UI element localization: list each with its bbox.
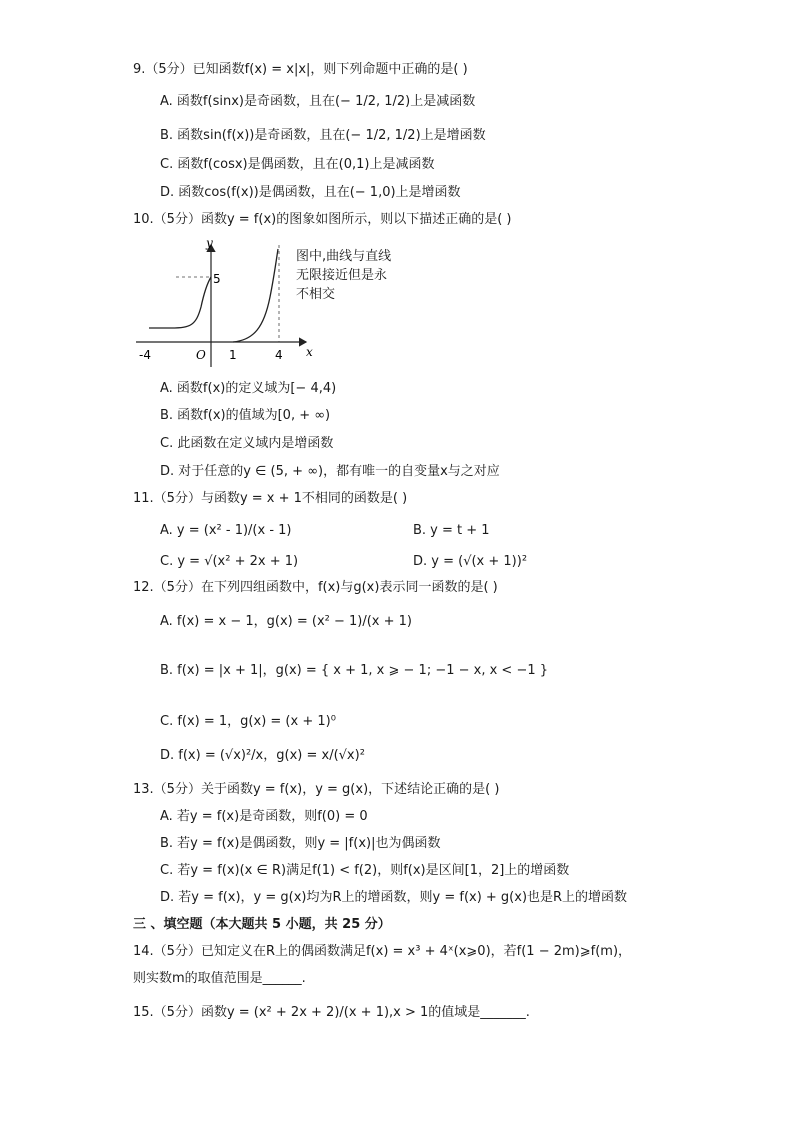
section-heading: 三 、填空题（本大题共 5 小题，共 25 分）: [133, 917, 391, 932]
q13-option-c: C. 若y = f(x)(x ∈ R)满足f(1) < f(2)，则f(x)是区间[1，2]上的增函数: [160, 863, 570, 878]
graph-note-line-3: 不相交: [296, 287, 336, 302]
right-curve: [233, 249, 278, 342]
q11-option-d: D. y = (√(x + 1))²: [413, 554, 528, 569]
q10-option-c: C. 此函数在定义域内是增函数: [160, 436, 334, 451]
q11-stem: 11.（5分）与函数y = x + 1不相同的函数是( ): [133, 491, 408, 506]
q9-option-c: C. 函数f(cosx)是偶函数，且在(0,1)上是减函数: [160, 157, 435, 172]
q10-option-a: A. 函数f(x)的定义域为[− 4,4): [160, 381, 337, 396]
q12-option-d: D. f(x) = (√x)²/x，g(x) = x/(√x)²: [160, 748, 365, 763]
q10-function-graph: [136, 237, 426, 372]
q11-option-a: A. y = (x² - 1)/(x - 1): [160, 523, 292, 538]
q10-stem: 10.（5分）函数y = f(x)的图象如图所示，则以下描述正确的是( ): [133, 212, 512, 227]
x-tick-neg4: -4: [139, 348, 151, 362]
x-axis-label: x: [306, 345, 313, 359]
y-axis-label: y: [206, 237, 213, 250]
q11-option-c: C. y = √(x² + 2x + 1): [160, 554, 299, 569]
origin-label: O: [196, 348, 206, 362]
q12-option-b: B. f(x) = |x + 1|，g(x) = { x + 1, x ⩾ − 1; −1 − x, x < −1 }: [160, 663, 549, 678]
left-curve: [149, 277, 211, 328]
q9-stem: 9.（5分）已知函数f(x) = x|x|，则下列命题中正确的是( ): [133, 62, 468, 77]
q13-option-d: D. 若y = f(x)，y = g(x)均为R上的增函数，则y = f(x) + g(x)也是R上的增函数: [160, 890, 628, 905]
q12-stem: 12.（5分）在下列四组函数中，f(x)与g(x)表示同一函数的是( ): [133, 580, 498, 595]
q13-option-a: A. 若y = f(x)是奇函数，则f(0) = 0: [160, 809, 368, 824]
q10-option-d: D. 对于任意的y ∈ (5, + ∞)，都有唯一的自变量x与之对应: [160, 464, 500, 479]
q9-option-a: A. 函数f(sinx)是奇函数，且在(− 1/2, 1/2)上是减函数: [160, 94, 476, 109]
q14-line-1: 14.（5分）已知定义在R上的偶函数满足f(x) = x³ + 4ˣ(x⩾0)，若f(1 − 2m)⩾f(m)，: [133, 944, 632, 959]
q15-stem: 15.（5分）函数y = (x² + 2x + 2)/(x + 1),x > 1的值域是_______.: [133, 1005, 530, 1020]
graph-note-line-2: 无限接近但是永: [296, 268, 388, 283]
q9-option-b: B. 函数sin(f(x))是奇函数，且在(− 1/2, 1/2)上是增函数: [160, 128, 486, 143]
q9-option-d: D. 函数cos(f(x))是偶函数，且在(− 1,0)上是增函数: [160, 185, 461, 200]
y-tick-5: 5: [213, 272, 221, 286]
graph-note-line-1: 图中,曲线与直线: [296, 249, 392, 264]
q12-option-a: A. f(x) = x − 1，g(x) = (x² − 1)/(x + 1): [160, 614, 412, 629]
q13-stem: 13.（5分）关于函数y = f(x)，y = g(x)，下述结论正确的是( ): [133, 782, 500, 797]
q14-line-2: 则实数m的取值范围是______.: [133, 971, 306, 986]
x-tick-1: 1: [229, 348, 237, 362]
q11-option-b: B. y = t + 1: [413, 523, 490, 538]
q12-option-c: C. f(x) = 1，g(x) = (x + 1)⁰: [160, 714, 336, 729]
x-tick-4: 4: [275, 348, 283, 362]
q13-option-b: B. 若y = f(x)是偶函数，则y = |f(x)|也为偶函数: [160, 836, 441, 851]
q10-option-b: B. 函数f(x)的值域为[0, + ∞): [160, 408, 331, 423]
